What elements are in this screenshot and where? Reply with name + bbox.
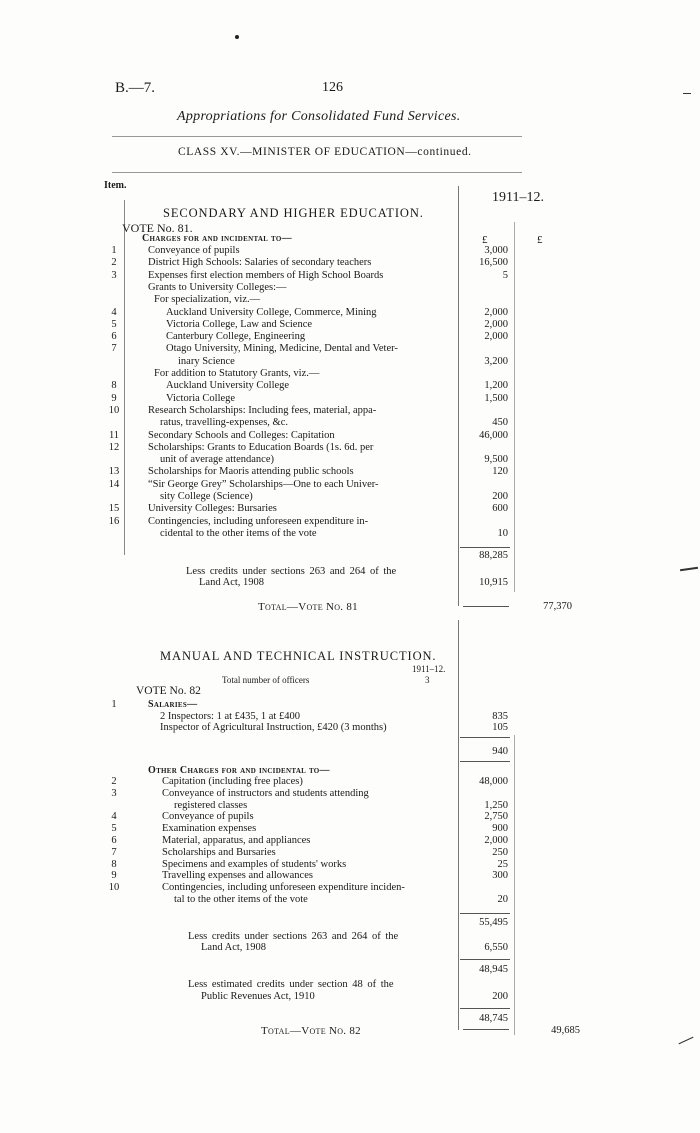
officers-year: 1911–12. [412, 664, 446, 674]
salaries-heading: Salaries— [148, 699, 198, 710]
vote-81-label: VOTE No. 81. [122, 221, 193, 235]
item-column-label: Item. [104, 180, 127, 191]
item-number: 3 [111, 787, 117, 799]
item-number: 5 [111, 318, 117, 330]
margin-mark [683, 93, 691, 94]
item-amount: 25 [497, 858, 508, 870]
vote-item-row [0, 811, 700, 822]
vote-item-row [0, 331, 700, 342]
salary-text: Inspector of Agricultural Instruction, £420 (3 months) [160, 722, 387, 733]
vote-item-row [0, 430, 700, 441]
vote-item-row [0, 442, 700, 453]
item-number: 6 [111, 835, 117, 846]
item-amount: 2,000 [484, 835, 508, 846]
item-description: “Sir George Grey” Scholarships—One to each Univer- [148, 478, 379, 490]
item-amount: 3,200 [484, 355, 508, 367]
sub2-rule [460, 959, 510, 960]
page-number: 126 [322, 80, 343, 95]
vote-81-total: 77,370 [543, 601, 572, 612]
item-description: Travelling expenses and allowances [162, 870, 313, 882]
vote-item-row [0, 454, 700, 465]
item-description: Auckland University College [166, 380, 290, 392]
vote-82-total: 49,685 [551, 1025, 580, 1036]
vote-82-label: VOTE No. 82 [136, 685, 201, 697]
vote-81-less-line1: Less credits under sections 263 and 264 of the [186, 566, 397, 577]
sub3-rule [460, 1008, 510, 1009]
salaries-total: 940 [492, 746, 508, 757]
vote-item-row [0, 528, 700, 539]
item-amount: 1,250 [484, 799, 508, 811]
item-amount: 10 [497, 527, 508, 539]
item-description: Scholarships: Grants to Education Boards (1s. 6d. per [148, 441, 374, 453]
vote-item-row [0, 823, 700, 834]
margin-mark [679, 1037, 694, 1045]
vote-82-less1-line1: Less credits under sections 263 and 264 of the [188, 931, 399, 942]
vote-81-subtotal: 88,285 [479, 550, 508, 561]
salaries-rule [460, 737, 510, 738]
item-description: Expenses first election members of High School Boards [148, 269, 384, 281]
item-amount: 48,000 [479, 776, 508, 787]
item-number: 2 [111, 257, 117, 269]
salary-amount: 835 [492, 711, 508, 722]
item-description: Otago University, Mining, Medicine, Dental and Veter- [166, 343, 398, 355]
item-amount: 1,500 [484, 392, 508, 404]
vote-82-second-subtotal: 48,945 [479, 964, 508, 975]
item-description: Examination expenses [162, 823, 257, 835]
item-number: 15 [108, 503, 120, 515]
item-amount: 2,750 [484, 811, 508, 823]
vote-82-less1-line2: Land Act, 1908 [201, 942, 267, 953]
item-amount: 600 [492, 503, 508, 515]
item-description: registered classes [174, 799, 248, 811]
vote-item-row [0, 282, 700, 293]
item-number: 12 [108, 441, 120, 453]
section-heading-secondary-education: SECONDARY AND HIGHER EDUCATION. [163, 206, 424, 220]
item-description: tal to the other items of the vote [174, 894, 308, 905]
item-amount: 2,000 [484, 306, 508, 318]
vote-item-row [0, 516, 700, 527]
item-number: 14 [108, 478, 120, 490]
item-number: 1 [111, 245, 117, 256]
item-description: Specimens and examples of students' works [162, 858, 347, 870]
item-amount: 900 [492, 823, 508, 835]
vote-82-less2-line1: Less estimated credits under section 48 of the [188, 979, 394, 990]
item-amount: 2,000 [484, 318, 508, 330]
item-description: Capitation (including free places) [162, 776, 303, 787]
item-number: 7 [111, 343, 117, 355]
salaries-heading-row [0, 699, 700, 710]
item-description: Grants to University Colleges:— [148, 281, 287, 293]
item-amount: 20 [497, 894, 508, 905]
vote-item-row [0, 319, 700, 330]
vote-item-row [0, 835, 700, 846]
salary-text: 2 Inspectors: 1 at £435, 1 at £400 [160, 711, 300, 722]
item-number: 3 [111, 269, 117, 281]
vote-item-row [0, 859, 700, 870]
vote-item-row [0, 307, 700, 318]
item-description: Scholarships for Maoris attending public schools [148, 466, 354, 478]
vote-item-row [0, 870, 700, 881]
item-description: unit of average attendance) [160, 454, 274, 466]
item-number: 10 [108, 404, 120, 416]
vote-item-row [0, 503, 700, 514]
item-description: University Colleges: Bursaries [148, 503, 277, 515]
vote-item-row [0, 294, 700, 305]
item-number: 9 [111, 870, 117, 882]
vote-item-row [0, 343, 700, 354]
vote-81-less-amount: 10,915 [479, 577, 508, 588]
margin-mark [680, 567, 698, 571]
item-amount: 3,000 [484, 245, 508, 256]
pound-sign-a: £ [482, 234, 488, 246]
vote-item-row [0, 882, 700, 893]
item-number: 8 [111, 858, 117, 870]
vote-82-less2-amount: 200 [492, 991, 508, 1002]
item-description: Research Scholarships: Including fees, material, appa- [148, 404, 377, 416]
vote-item-row [0, 800, 700, 811]
item-number: 4 [111, 306, 117, 318]
title-rule [112, 136, 522, 137]
item-amount: 1,200 [484, 380, 508, 392]
item-description: Contingencies, including unforeseen expenditure in- [148, 515, 369, 527]
vote-item-row [0, 257, 700, 268]
item-description: ratus, travelling-expenses, &c. [160, 417, 288, 429]
item-number: 13 [108, 466, 120, 478]
vote-item-row [0, 405, 700, 416]
item-amount: 450 [492, 417, 508, 429]
vote-item-row [0, 491, 700, 502]
item-amount: 46,000 [479, 429, 508, 441]
item-number: 7 [111, 846, 117, 858]
item-description: Canterbury College, Engineering [166, 331, 306, 343]
vote-item-row [0, 270, 700, 281]
vote-item-row [0, 245, 700, 256]
item-description: Contingencies, including unforeseen expenditure inciden- [162, 882, 405, 894]
item-description: Secondary Schools and Colleges: Capitation [148, 429, 335, 441]
ink-dot [235, 35, 239, 39]
item-number: 2 [111, 776, 117, 787]
item-amount: 300 [492, 870, 508, 882]
item-amount: 16,500 [479, 257, 508, 269]
item-description: District High Schools: Salaries of secondary teachers [148, 257, 372, 269]
item-description: inary Science [178, 355, 235, 367]
other-charges-heading: Other Charges for and incidental to— [148, 765, 330, 776]
item-description: For addition to Statutory Grants, viz.— [154, 368, 320, 379]
page-title: Appropriations for Consolidated Fund Services. [177, 109, 461, 124]
item-description: Conveyance of pupils [162, 811, 254, 823]
item-description: Conveyance of pupils [148, 245, 240, 256]
item-description: Scholarships and Bursaries [162, 846, 276, 858]
section-heading-manual-technical: MANUAL AND TECHNICAL INSTRUCTION. [160, 649, 437, 663]
item-amount: 120 [492, 466, 508, 478]
salary-amount: 105 [492, 722, 508, 733]
subtotal-rule-81 [460, 547, 510, 548]
vote-82-total-label: Total—Vote No. 82 [261, 1025, 361, 1037]
vote-82-subtotal: 55,495 [479, 917, 508, 928]
vote-81-total-label: Total—Vote No. 81 [258, 601, 358, 613]
document-reference: B.—7. [115, 80, 156, 96]
item-amount: 2,000 [484, 331, 508, 343]
vote-item-row [0, 466, 700, 477]
year-column-heading: 1911–12. [492, 190, 544, 205]
item-number: 10 [108, 882, 120, 894]
vote-item-row [0, 380, 700, 391]
pound-sign-b: £ [537, 234, 543, 246]
salary-row [0, 711, 700, 722]
vote-82-third-subtotal: 48,745 [479, 1013, 508, 1024]
item-description: cidental to the other items of the vote [160, 527, 317, 539]
item-description: Victoria College [166, 392, 236, 404]
item-amount: 250 [492, 846, 508, 858]
item-number: 16 [108, 515, 120, 527]
class-rule [112, 172, 522, 173]
salary-row [0, 722, 700, 733]
item-description: Auckland University College, Commerce, Mining [166, 306, 377, 318]
item-description: Material, apparatus, and appliances [162, 835, 311, 846]
vote-81-less-line2: Land Act, 1908 [199, 577, 265, 588]
item-description: sity College (Science) [160, 491, 253, 502]
vote-item-row [0, 368, 700, 379]
charges-heading: Charges for and incidental to— [142, 233, 292, 244]
class-heading: CLASS XV.—MINISTER OF EDUCATION—continued. [178, 146, 472, 158]
item-number: 1 [111, 699, 117, 710]
item-number: 4 [111, 811, 117, 823]
item-description: Conveyance of instructors and students attending [162, 787, 369, 799]
vote-item-row [0, 393, 700, 404]
vote-82-less2-line2: Public Revenues Act, 1910 [201, 991, 315, 1002]
vote-82-less1-amount: 6,550 [484, 942, 508, 953]
officers-label: Total number of officers [222, 675, 310, 685]
vote-item-row [0, 479, 700, 490]
item-number: 5 [111, 823, 117, 835]
item-description: For specialization, viz.— [154, 294, 261, 306]
vote-item-row [0, 894, 700, 905]
item-number: 9 [111, 392, 117, 404]
subtotal-rule-82 [460, 913, 510, 914]
item-number: 8 [111, 380, 117, 392]
item-number: 6 [111, 331, 117, 343]
officers-count: 3 [425, 675, 430, 685]
vote-item-row [0, 417, 700, 428]
total-rule-81 [463, 606, 509, 607]
item-description: Victoria College, Law and Science [166, 318, 313, 330]
item-amount: 5 [502, 269, 508, 281]
item-number: 11 [108, 429, 120, 441]
item-amount: 200 [492, 491, 508, 502]
salaries-rule-lower [460, 761, 510, 762]
vote-item-row [0, 356, 700, 367]
vote-item-row [0, 776, 700, 787]
item-amount: 9,500 [484, 454, 508, 466]
vote-item-row [0, 847, 700, 858]
vote-item-row [0, 788, 700, 799]
total-rule-82 [463, 1029, 509, 1030]
